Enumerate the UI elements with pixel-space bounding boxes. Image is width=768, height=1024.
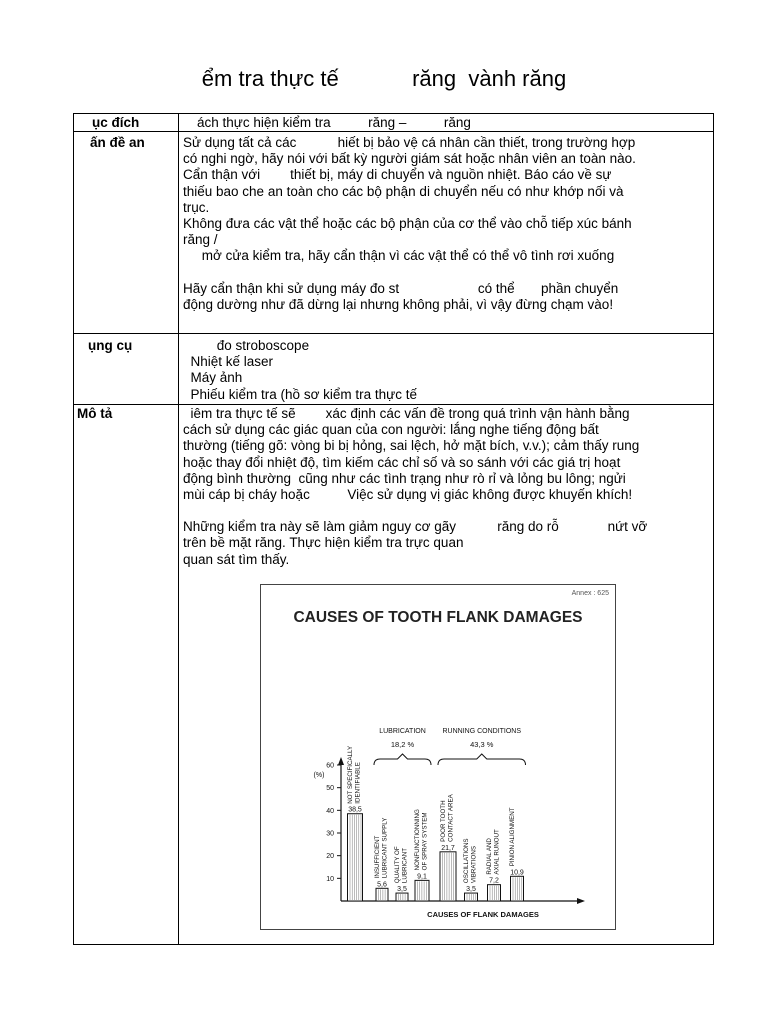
y-tick-label: 40 <box>326 807 334 815</box>
category-label: LUBRICANT <box>401 847 409 884</box>
safety-line: răng / <box>183 232 218 248</box>
description-text <box>183 406 707 568</box>
bar <box>465 893 478 901</box>
y-tick-label: 50 <box>326 785 334 793</box>
bar <box>376 888 388 901</box>
safety-line: Cẩn thận với thiết bị, máy di chuyển và nguồn nhiệt. Báo cáo về sự <box>183 167 612 183</box>
data-label: 21,7 <box>441 844 455 852</box>
description-line: iêm tra thực tế sẽ xác định các vấn đề trong quá trình vận hành bằng <box>183 406 630 421</box>
safety-line: trục. <box>183 199 210 215</box>
data-label: 38,5 <box>348 806 362 814</box>
bar <box>488 885 501 901</box>
data-label: 3,5 <box>397 886 407 894</box>
description-line: Những kiểm tra này sẽ làm giảm nguy cơ gãy răng do rỗ nứt vỡ <box>183 519 648 535</box>
chart-title: CAUSES OF TOOTH FLANK DAMAGES <box>293 609 583 626</box>
safety-label: ấn đề an <box>90 135 145 150</box>
group-brace <box>438 754 526 765</box>
safety-line: có nghi ngờ, hãy nói với bất kỳ người giám sát hoặc nhân viên an toàn nào. <box>183 151 636 167</box>
safety-line: động dường như đã dừng lại nhưng không phải, vì vậy đừng chạm vào! <box>183 296 614 312</box>
row-divider <box>74 404 713 405</box>
category-label: PINION ALIGNMENT <box>509 807 516 867</box>
category-label: IDENTIFIABLE <box>354 762 362 804</box>
blank-line <box>183 503 707 519</box>
page-title: ểm tra thực tế răng vành răng <box>201 66 567 91</box>
description-line: trên bề mặt răng. Thực hiện kiểm tra trực quan <box>183 535 464 551</box>
tools-list <box>183 338 707 403</box>
data-label: 7,2 <box>489 877 499 885</box>
category-label: NOT SPECIFICALLY <box>347 745 354 804</box>
category-label: POOR TOOTH <box>440 800 447 842</box>
blank-line <box>183 265 707 281</box>
y-axis-arrow <box>338 757 344 765</box>
tool-item: Nhiệt kế laser <box>183 354 274 370</box>
description-line: mùi cáp bị cháy hoặc Việc sử dụng vị giác không được khuyến khích! <box>183 487 633 503</box>
safety-line: Sử dụng tất cả các hiết bị bảo vệ cá nhân cần thiết, trong trường hợp <box>183 135 636 150</box>
category-label: VIBRATIONS <box>470 846 478 884</box>
purpose-label: ục đích <box>92 115 140 130</box>
description-line: động bình thường cũng như các tình trạng như rò rỉ và lỏng bu lông; ngửi <box>183 470 626 486</box>
data-label: 5,6 <box>377 881 387 889</box>
purpose-text <box>183 115 707 131</box>
safety-line: Không đưa các vật thể hoặc các bộ phận của cơ thể vào chỗ tiếp xúc bánh <box>183 216 632 232</box>
description-line: quan sát tìm thấy. <box>183 551 290 567</box>
y-tick-label: 10 <box>326 875 334 883</box>
data-label: 3,5 <box>466 886 476 894</box>
group-label: LUBRICATION <box>379 728 426 735</box>
inspection-table <box>73 113 714 945</box>
safety-line: Hãy cẩn thận khi sử dụng máy đo st có thể phần chuyển <box>183 280 619 296</box>
annex-label: Annex : 625 <box>571 590 609 597</box>
safety-line: mở cửa kiểm tra, hãy cẩn thận vì các vật thể có thể vô tình rơi xuống <box>183 248 615 264</box>
tooth-flank-damage-figure <box>260 584 616 930</box>
x-axis-label: CAUSES OF FLANK DAMAGES <box>427 910 539 919</box>
description-line: cách sử dụng các giác quan của con người: lắng nghe tiếng động bất <box>183 422 599 438</box>
category-label: CONTACT AREA <box>447 794 455 842</box>
description-line: thường (tiếng gõ: vòng bi bị hỏng, sai lệch, hở mặt bích, v.v.); cảm thấy rung <box>183 438 640 454</box>
description-line: hoặc thay đổi nhiệt độ, tìm kiếm các chỉ số và so sánh với các giá trị hoạt <box>183 454 621 470</box>
purpose-line: ách thực hiện kiểm tra răng – răng <box>197 115 471 130</box>
group-percent: 18,2 % <box>390 740 415 749</box>
category-label: OSCILLATIONS <box>463 838 470 884</box>
y-tick-label: 60 <box>326 762 334 770</box>
safety-text <box>183 135 707 313</box>
category-label: AXIAL RUNOUT <box>493 829 501 875</box>
y-tick-label: 20 <box>326 853 334 861</box>
category-label: OF SPRAY SYSTEM <box>421 812 429 871</box>
category-label: RADIAL AND <box>486 838 493 875</box>
category-label: LUBRICANT SUPPLY <box>381 817 389 879</box>
tool-item: Máy ảnh <box>183 370 243 386</box>
row-divider <box>74 333 713 334</box>
category-label: INSUFFICIENT <box>374 835 381 879</box>
group-percent: 43,3 % <box>470 740 494 749</box>
data-label: 10,9 <box>510 869 524 877</box>
bar <box>396 893 408 901</box>
description-label: Mô tả <box>77 406 113 421</box>
data-label: 9,1 <box>417 873 427 881</box>
group-label: RUNNING CONDITIONS <box>442 728 522 735</box>
tools-label: ụng cụ <box>88 338 133 353</box>
y-tick-label: 30 <box>326 830 334 838</box>
tool-item: đo stroboscope <box>183 338 310 353</box>
y-axis-label: (%) <box>313 772 325 779</box>
category-label: QUALITY OF <box>394 846 401 884</box>
damage-bar-chart <box>261 585 615 929</box>
category-label: NONFUNCTIONNING <box>414 809 421 871</box>
column-divider <box>178 114 179 944</box>
safety-line: thiếu bao che an toàn cho các bộ phận di chuyển nếu có như khớp nối và <box>183 183 624 199</box>
group-brace <box>374 754 431 765</box>
x-axis-arrow <box>577 898 585 904</box>
tool-item: Phiếu kiểm tra (hồ sơ kiểm tra thực tế <box>183 386 417 402</box>
